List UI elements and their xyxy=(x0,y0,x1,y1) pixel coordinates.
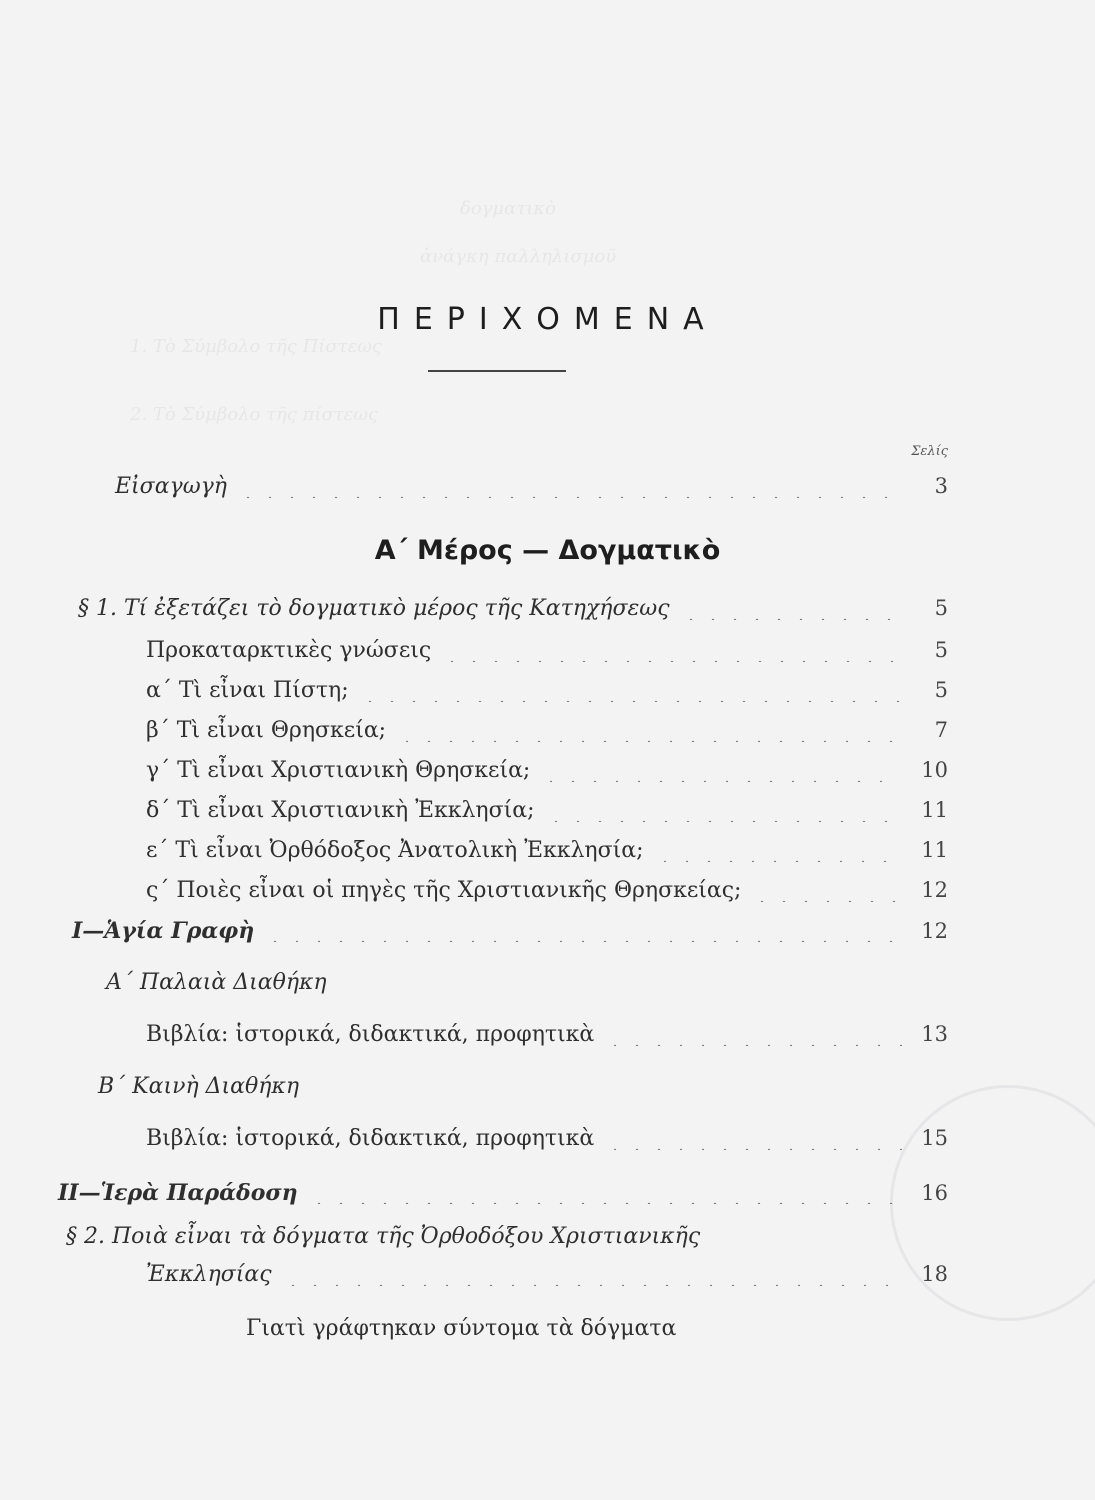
bleed-through-text: ἀνάγκη παλληλισμοῦ xyxy=(420,246,617,267)
toc-row[interactable] xyxy=(58,1180,948,1216)
toc-page-number: 11 xyxy=(921,798,948,822)
toc-label: I—Ἁγία Γραφὴ xyxy=(72,918,255,944)
bleed-through-text: 1. Τὸ Σύμβολο τῆς Πίστεως xyxy=(130,336,382,357)
bleed-through-text: δογματικὸ xyxy=(460,198,556,219)
toc-page-number: 12 xyxy=(921,878,948,902)
dot-leader xyxy=(604,1148,902,1150)
toc-row[interactable] xyxy=(78,596,948,632)
toc-row[interactable] xyxy=(146,638,948,674)
dot-leader xyxy=(308,1202,902,1204)
dot-leader xyxy=(264,940,902,942)
dot-leader xyxy=(540,780,902,782)
toc-row[interactable] xyxy=(146,1262,948,1298)
toc-label[interactable]: Γιατὶ γράφτηκαν σύντομα τὰ δόγματα xyxy=(246,1316,677,1341)
toc-label: β΄ Τὶ εἶναι Θρησκεία; xyxy=(146,718,387,743)
dot-leader xyxy=(751,900,902,902)
toc-row[interactable] xyxy=(146,718,948,754)
toc-label: Βιβλία: ἱστορικά, διδακτικά, προφητικὰ xyxy=(146,1126,595,1151)
dot-leader xyxy=(680,618,902,620)
dot-leader xyxy=(654,860,902,862)
dot-leader xyxy=(604,1044,902,1046)
toc-label: II—Ἱερὰ Παράδοση xyxy=(58,1180,298,1206)
toc-page-number: 7 xyxy=(934,718,948,742)
toc-label: ς΄ Ποιὲς εἶναι οἱ πηγὲς τῆς Χριστιανικῆς Θρησκείας; xyxy=(146,878,742,903)
toc-label[interactable]: § 2. Ποιὰ εἶναι τὰ δόγματα τῆς Ὀρθοδόξου Χριστιανικῆς xyxy=(66,1224,701,1249)
toc-page-number: 5 xyxy=(934,596,948,620)
dot-leader xyxy=(237,496,902,498)
toc-row[interactable] xyxy=(146,798,948,834)
title-underline xyxy=(428,370,566,372)
toc-label: γ΄ Τὶ εἶναι Χριστιανικὴ Θρησκεία; xyxy=(146,758,531,783)
toc-row[interactable] xyxy=(146,1126,948,1162)
toc-label: Προκαταρκτικὲς γνώσεις xyxy=(146,638,432,663)
toc-row[interactable] xyxy=(72,918,948,954)
section-heading: Α΄ Μέρος — Δογματικὸ xyxy=(374,535,721,566)
toc-page-number: 18 xyxy=(921,1262,948,1286)
toc-page-number: 15 xyxy=(921,1126,948,1150)
toc-label: Βιβλία: ἱστορικά, διδακτικά, προφητικὰ xyxy=(146,1022,595,1047)
dot-leader xyxy=(282,1284,902,1286)
dot-leader xyxy=(396,740,902,742)
toc-row[interactable] xyxy=(115,474,948,510)
toc-page-number: 12 xyxy=(921,919,948,943)
toc-row[interactable] xyxy=(146,678,948,714)
toc-label: § 1. Τί ἐξετάζει τὸ δογματικὸ μέρος τῆς Κατηχήσεως xyxy=(78,596,670,621)
toc-row[interactable] xyxy=(146,758,948,794)
toc-page-number: 13 xyxy=(921,1022,948,1046)
toc-page-number: 5 xyxy=(934,638,948,662)
toc-page-number: 3 xyxy=(934,474,948,498)
page-title: ΠΕΡΙΧΟΜΕΝΑ xyxy=(377,302,718,337)
toc-label: ε΄ Τὶ εἶναι Ὀρθόδοξος Ἀνατολικὴ Ἐκκλησία; xyxy=(146,838,644,863)
toc-page-number: 5 xyxy=(934,678,948,702)
toc-page-number: 10 xyxy=(921,758,948,782)
dot-leader xyxy=(441,660,902,662)
page-column-label: Σελίς xyxy=(911,444,948,459)
toc-row[interactable] xyxy=(146,838,948,874)
dot-leader xyxy=(359,700,902,702)
toc-subheading: Α΄ Παλαιὰ Διαθήκη xyxy=(106,970,327,995)
toc-row[interactable] xyxy=(146,878,948,914)
toc-label: δ΄ Τὶ εἶναι Χριστιανικὴ Ἐκκλησία; xyxy=(146,798,535,823)
toc-row[interactable] xyxy=(146,1022,948,1058)
toc-page-number: 11 xyxy=(921,838,948,862)
dot-leader xyxy=(545,820,902,822)
toc-subheading: Β΄ Καινὴ Διαθήκη xyxy=(98,1074,300,1099)
toc-label: Εἰσαγωγὴ xyxy=(115,474,227,499)
toc-page-number: 16 xyxy=(921,1181,948,1205)
toc-label: α΄ Τὶ εἶναι Πίστη; xyxy=(146,678,349,703)
bleed-through-text: 2. Τὸ Σύμβολο τῆς πίστεως xyxy=(130,404,379,425)
toc-label: Ἐκκλησίας xyxy=(146,1262,272,1287)
